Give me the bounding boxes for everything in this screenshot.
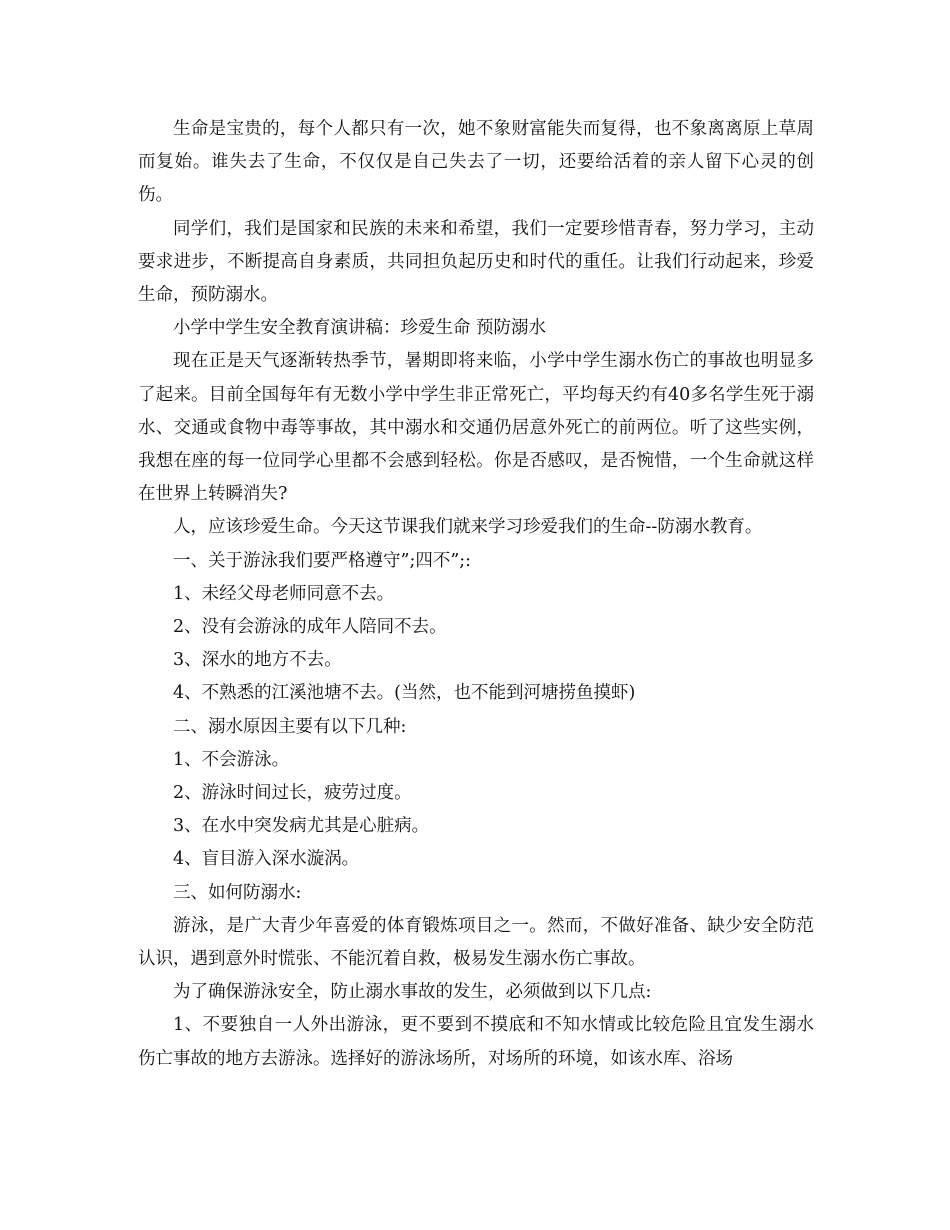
list-item: 1、不要独自一人外出游泳，更不要到不摸底和不知水情或比较危险且宜发生溺水伤亡事故的地方去游泳。选择好的游泳场所，对场所的环境，如该水库、浴场: [138, 1015, 814, 1069]
section-heading: 二、溺水原因主要有以下几种:: [173, 716, 407, 737]
section-heading: 一、关于游泳我们要严格遵守”;四不”;:: [173, 550, 472, 571]
list-item: 4、盲目游入深水漩涡。: [173, 849, 360, 870]
paragraph: 同学们，我们是国家和民族的未来和希望，我们一定要珍惜青春，努力学习，主动要求进步，不断提高自身素质，共同担负起历史和时代的重任。让我们行动起来，珍爱生命，预防溺水。: [138, 218, 814, 306]
list-item: 2、游泳时间过长，疲劳过度。: [173, 783, 412, 804]
paragraph: 生命是宝贵的，每个人都只有一次，她不象财富能失而复得，也不象离离原上草周而复始。谁失去了生命，不仅仅是自己失去了一切，还要给活着的亲人留下心灵的创伤。: [138, 119, 814, 206]
section-heading: 三、如何防溺水:: [173, 882, 302, 903]
list-item: 1、未经父母老师同意不去。: [173, 583, 395, 604]
paragraph: 现在正是天气逐渐转热季节，暑期即将来临，小学中学生溺水伤亡的事故也明显多了起来。目前全国每年有无数小学中学生非正常死亡，平均每天约有40多名学生死于溺水、交通或食物中毒等事故，其中溺水和交通仍居意外死亡的前两位。听了这些实例，我想在座的每一位同学心里都不会感到轻松。你是否感叹，是否惋惜，一个生命就这样在世界上转瞬消失?: [138, 351, 814, 505]
list-item: 3、在水中突发病尤其是心脏病。: [173, 816, 430, 837]
paragraph: 人，应该珍爱生命。今天这节课我们就来学习珍爱我们的生命--防溺水教育。: [173, 517, 763, 538]
list-item: 4、不熟悉的江溪池塘不去。(当然，也不能到河塘捞鱼摸虾): [173, 683, 636, 704]
paragraph: 游泳，是广大青少年喜爱的体育锻炼项目之一。然而，不做好准备、缺少安全防范认识，遇到意外时慌张、不能沉着自救，极易发生溺水伤亡事故。: [138, 915, 814, 970]
document-body: [138, 113, 814, 1076]
paragraph: 为了确保游泳安全，防止溺水事故的发生，必须做到以下几点:: [173, 982, 652, 1003]
list-item: 2、没有会游泳的成年人陪同不去。: [173, 617, 447, 638]
section-title: 小学中学生安全教育演讲稿：珍爱生命 预防溺水: [173, 318, 547, 339]
list-item: 1、不会游泳。: [173, 749, 290, 770]
list-item: 3、深水的地方不去。: [173, 650, 342, 671]
